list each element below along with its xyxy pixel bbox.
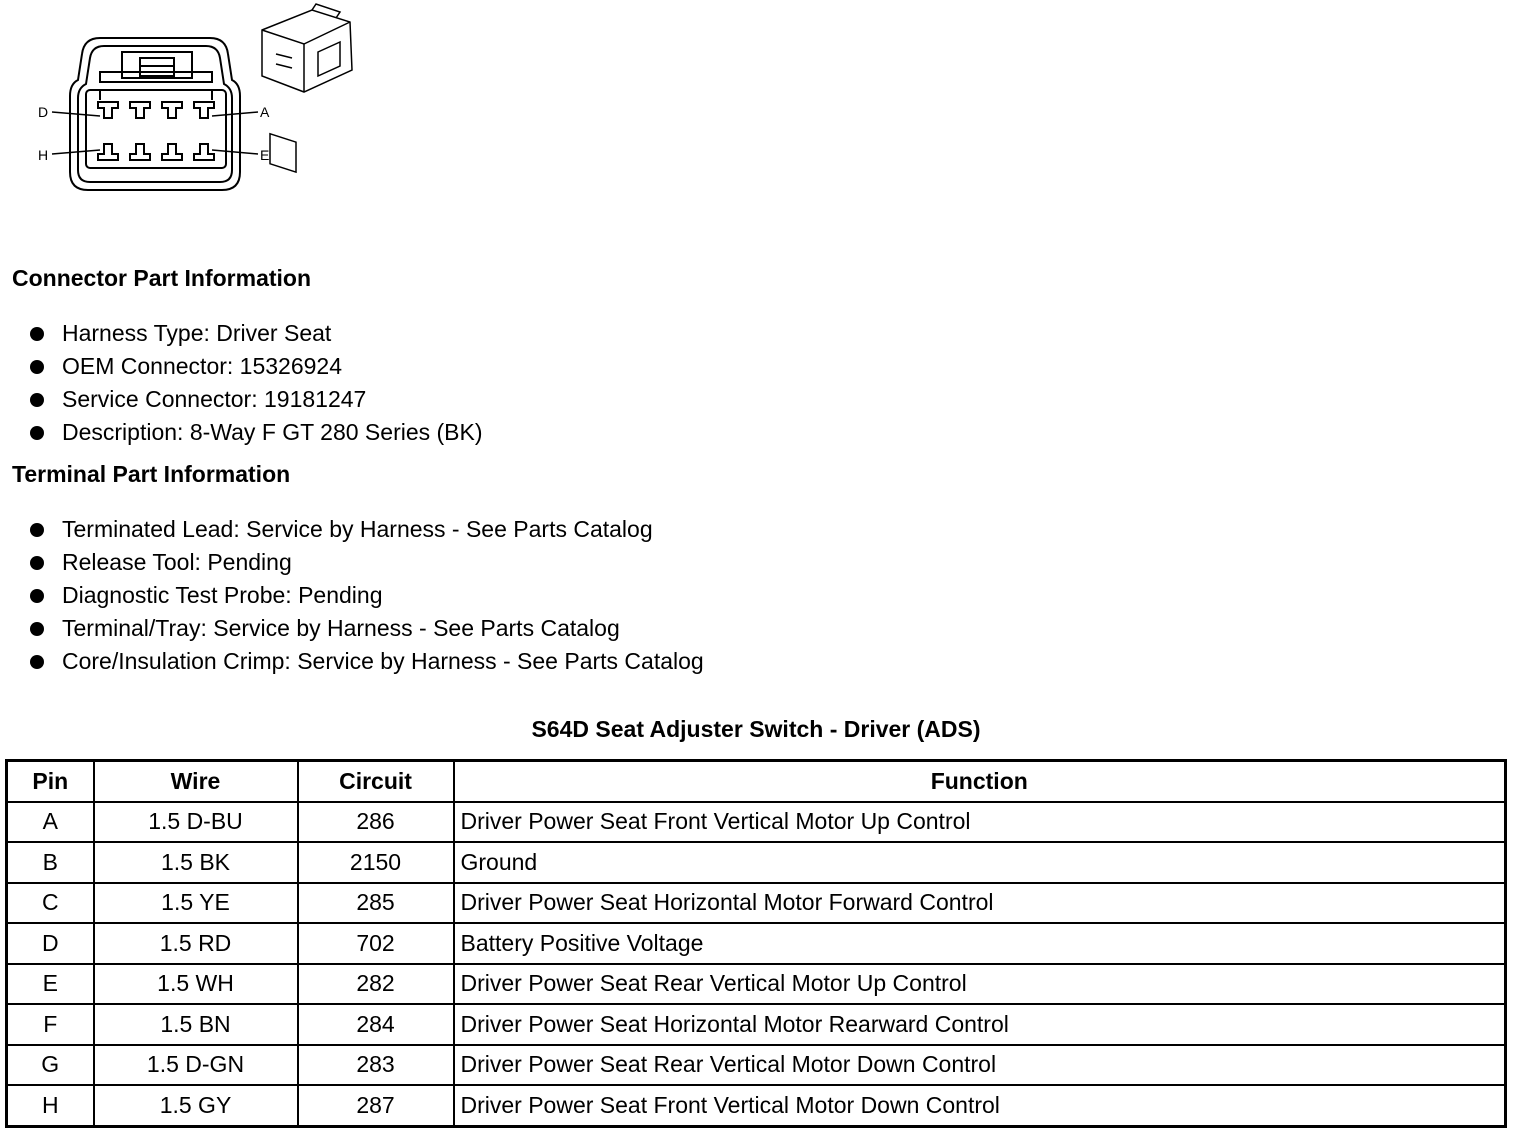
pin-cell: G [7, 1045, 94, 1086]
list-item-text: Diagnostic Test Probe: Pending [62, 582, 383, 608]
connector-part-info-heading: Connector Part Information [12, 265, 312, 291]
bullet-icon [30, 360, 44, 374]
table-row [7, 842, 1506, 883]
table-row [7, 1045, 1506, 1086]
circuit-cell: 283 [298, 1045, 454, 1086]
bullet-icon [30, 589, 44, 603]
bullet-icon [30, 655, 44, 669]
circuit-cell: 286 [298, 802, 454, 843]
circuit-cell: 2150 [298, 842, 454, 883]
pin-cell: D [7, 923, 94, 964]
wire-cell: 1.5 BK [94, 842, 298, 883]
list-item [30, 645, 704, 678]
wire-cell: 1.5 D-GN [94, 1045, 298, 1086]
list-item-text: Core/Insulation Crimp: Service by Harness - See Parts Catalog [62, 648, 704, 674]
function-cell: Driver Power Seat Front Vertical Motor Down Control [454, 1085, 1506, 1126]
circuit-cell: 284 [298, 1004, 454, 1045]
function-cell: Driver Power Seat Rear Vertical Motor Down Control [454, 1045, 1506, 1086]
bullet-icon [30, 393, 44, 407]
list-item [30, 579, 704, 612]
pin-cell: B [7, 842, 94, 883]
list-item [30, 546, 704, 579]
pin-label-d: D [38, 104, 49, 120]
list-item-text: Terminal/Tray: Service by Harness - See Parts Catalog [62, 615, 620, 641]
list-item [30, 513, 704, 546]
pin-cell: E [7, 964, 94, 1005]
list-item-text: Description: 8-Way F GT 280 Series (BK) [62, 419, 483, 445]
table-header-row [7, 761, 1506, 802]
bullet-icon [30, 426, 44, 440]
list-item [30, 317, 483, 350]
circuit-cell: 702 [298, 923, 454, 964]
pin-label-a: A [260, 104, 270, 120]
circuit-cell: 285 [298, 883, 454, 924]
connector-face-diagram [0, 0, 380, 200]
bullet-icon [30, 523, 44, 537]
table-row [7, 923, 1506, 964]
wire-cell: 1.5 BN [94, 1004, 298, 1045]
pin-cell: C [7, 883, 94, 924]
pin-label-h: H [38, 147, 49, 163]
list-item [30, 612, 704, 645]
list-item-text: OEM Connector: 15326924 [62, 353, 343, 379]
pin-cell: A [7, 802, 94, 843]
pin-cell: H [7, 1085, 94, 1126]
table-row [7, 964, 1506, 1005]
connector-isometric-icon [262, 4, 352, 172]
bullet-icon [30, 327, 44, 341]
list-item [30, 416, 483, 449]
list-item [30, 383, 483, 416]
pinout-table-title: S64D Seat Adjuster Switch - Driver (ADS) [531, 716, 981, 742]
table-row [7, 1085, 1506, 1126]
function-cell: Battery Positive Voltage [454, 923, 1506, 964]
function-cell: Ground [454, 842, 1506, 883]
function-cell: Driver Power Seat Front Vertical Motor Up Control [454, 802, 1506, 843]
list-item-text: Service Connector: 19181247 [62, 386, 367, 412]
column-header-pin: Pin [7, 761, 94, 802]
bullet-icon [30, 622, 44, 636]
bullet-icon [30, 556, 44, 570]
wire-cell: 1.5 RD [94, 923, 298, 964]
wire-cell: 1.5 GY [94, 1085, 298, 1126]
table-row [7, 1004, 1506, 1045]
column-header-wire: Wire [94, 761, 298, 802]
function-cell: Driver Power Seat Horizontal Motor Rearward Control [454, 1004, 1506, 1045]
connector-part-info-list [30, 317, 483, 449]
terminal-part-info-heading: Terminal Part Information [12, 461, 291, 487]
wire-cell: 1.5 YE [94, 883, 298, 924]
function-cell: Driver Power Seat Rear Vertical Motor Up Control [454, 964, 1506, 1005]
terminal-part-info-list [30, 513, 704, 678]
list-item-text: Terminated Lead: Service by Harness - See Parts Catalog [62, 516, 653, 542]
wire-cell: 1.5 D-BU [94, 802, 298, 843]
function-cell: Driver Power Seat Horizontal Motor Forward Control [454, 883, 1506, 924]
circuit-cell: 282 [298, 964, 454, 1005]
table-row [7, 883, 1506, 924]
pin-label-e: E [260, 147, 270, 163]
column-header-function: Function [454, 761, 1506, 802]
circuit-cell: 287 [298, 1085, 454, 1126]
column-header-circuit: Circuit [298, 761, 454, 802]
pin-cell: F [7, 1004, 94, 1045]
wire-cell: 1.5 WH [94, 964, 298, 1005]
list-item-text: Release Tool: Pending [62, 549, 292, 575]
table-row [7, 802, 1506, 843]
list-item [30, 350, 483, 383]
list-item-text: Harness Type: Driver Seat [62, 320, 332, 346]
pinout-table [5, 759, 1507, 1128]
